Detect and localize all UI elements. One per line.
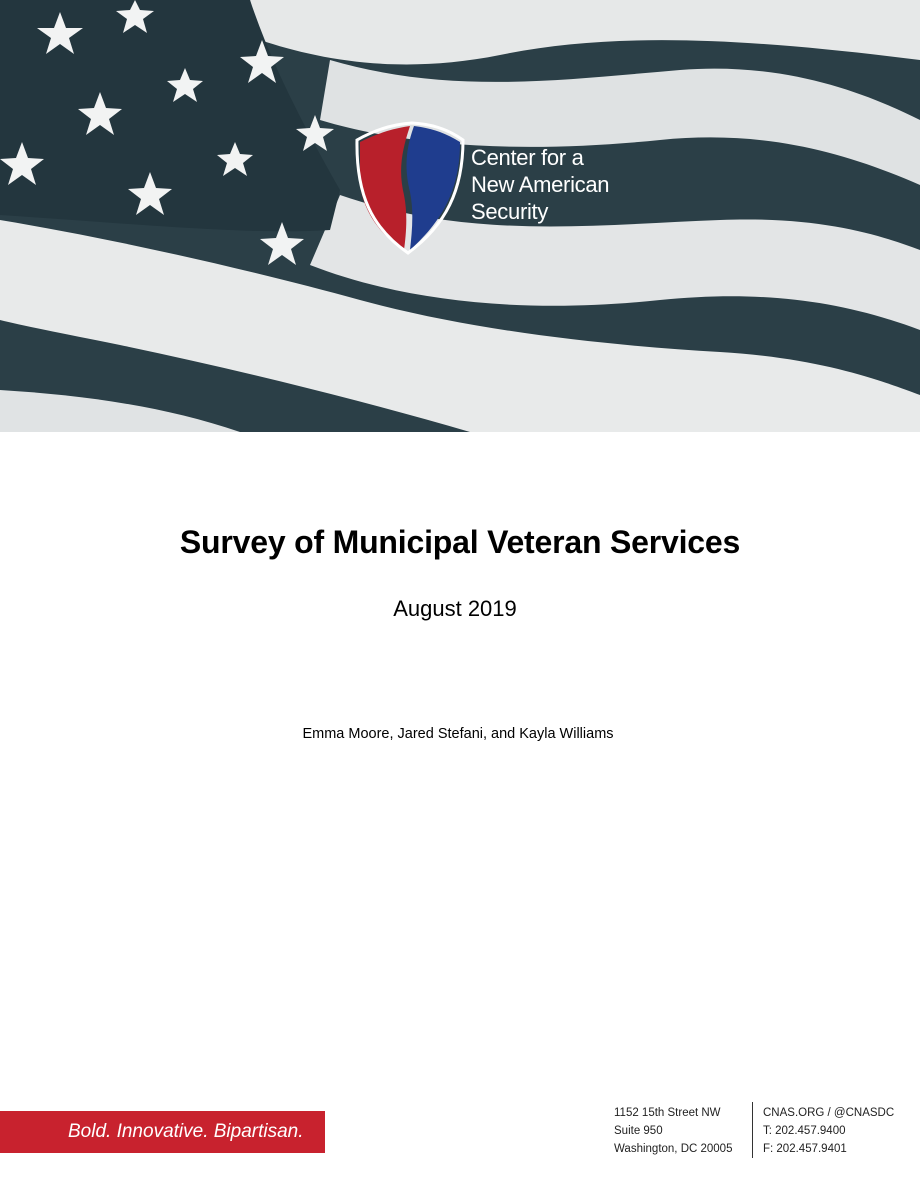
org-name-line: New American: [471, 172, 610, 197]
footer-divider: [752, 1102, 753, 1158]
org-name-line: Security: [471, 199, 549, 224]
cover-flag-image: [0, 0, 920, 432]
org-name: [471, 144, 671, 225]
address-block: [614, 1104, 746, 1158]
flag-illustration: [0, 0, 920, 432]
document-title: Survey of Municipal Veteran Services: [179, 524, 741, 560]
document-date: August 2019: [393, 596, 517, 621]
address-line: 1152 15th Street NW: [614, 1107, 721, 1119]
org-name-line: Center for a: [471, 145, 584, 170]
contact-fax: F: 202.457.9401: [763, 1143, 847, 1155]
address-line: Suite 950: [614, 1125, 663, 1137]
tagline-banner: [0, 1111, 325, 1153]
contact-block: [763, 1104, 913, 1158]
address-line: Washington, DC 20005: [614, 1143, 733, 1155]
document-authors: Emma Moore, Jared Stefani, and Kayla Williams: [302, 726, 614, 742]
tagline-text: Bold. Innovative. Bipartisan.: [68, 1121, 304, 1142]
contact-web: CNAS.ORG / @CNASDC: [763, 1107, 895, 1119]
contact-phone: T: 202.457.9400: [763, 1125, 846, 1137]
